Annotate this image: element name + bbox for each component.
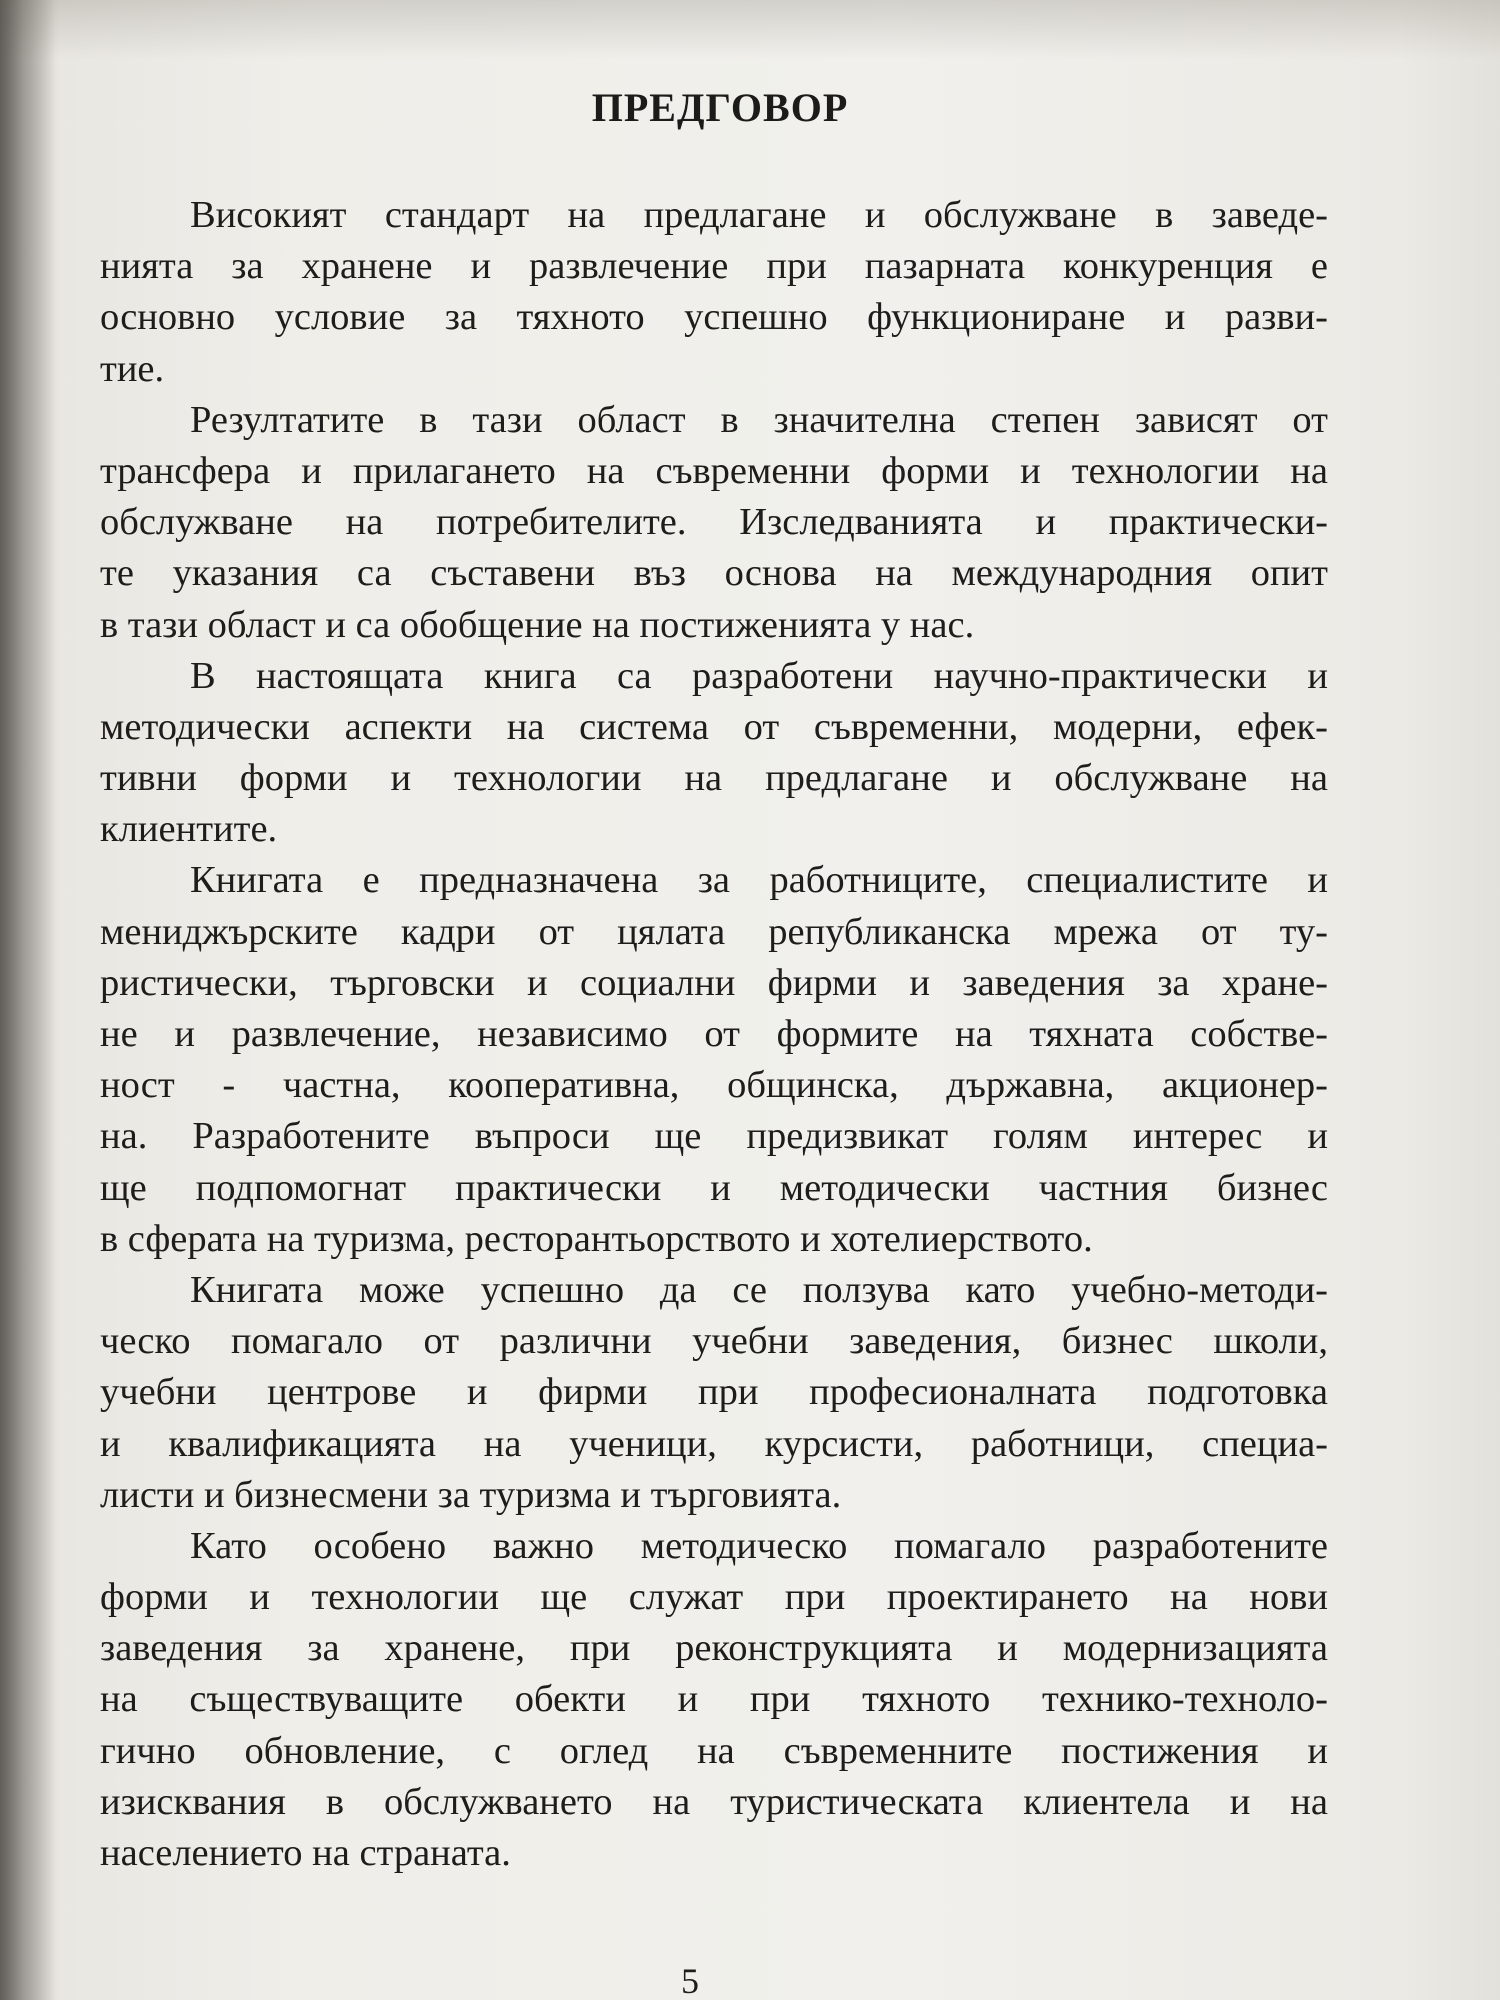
text-line: и квалификацията на ученици, курсисти, работници, специа- <box>100 1422 1328 1465</box>
text-line: изисквания в обслужването на туристическата клиентела и на <box>100 1780 1328 1823</box>
text-line: основно условие за тяхното успешно функциониране и разви- <box>100 296 1328 339</box>
text-line: не и развлечение, независимо от формите на тяхната собстве- <box>100 1013 1328 1055</box>
text-line: ристически, търговски и социални фирми и заведения за хране- <box>100 961 1328 1004</box>
text-line: ческо помагало от различни учебни заведения, бизнес школи, <box>100 1320 1328 1363</box>
paragraph <box>100 190 1328 395</box>
text-line: тивни форми и технологии на предлагане и обслужване на <box>100 757 1328 800</box>
text-line: клиентите. <box>100 808 278 851</box>
text-line: тие. <box>100 347 165 390</box>
text-line: Високият стандарт на предлагане и обслужване в заведе- <box>190 194 1328 236</box>
text-line: учебни центрове и фирми при професионалната подготовка <box>100 1371 1328 1414</box>
text-line: методически аспекти на система от съвременни, модерни, ефек- <box>100 705 1328 748</box>
page-binding-shadow <box>0 0 55 2000</box>
paragraph <box>100 1265 1328 1521</box>
page-title: ПРЕДГОВОР <box>591 85 849 130</box>
paragraph <box>100 855 1328 1265</box>
text-line: в тази област и са обобщение на постиженията у нас. <box>100 603 975 646</box>
page-body <box>100 190 1328 1879</box>
text-line: нията за хранене и развлечение при пазарната конкуренция е <box>100 245 1328 288</box>
text-line: населението на страната. <box>100 1832 511 1874</box>
text-line: Книгата може успешно да се ползува като учебно-методи- <box>190 1268 1328 1311</box>
text-line: ще подпомогнат практически и методически частния бизнес <box>100 1166 1328 1209</box>
page-top-shadow <box>0 0 1500 60</box>
text-line: трансфера и прилагането на съвременни форми и технологии на <box>100 449 1328 492</box>
text-line: Книгата е предназначена за работниците, специалистите и <box>190 859 1328 902</box>
page-number: 5 <box>681 1961 699 2000</box>
text-line: листи и бизнесмени за туризма и търговията. <box>100 1473 842 1516</box>
text-line: В настоящата книга са разработени научно-практически и <box>190 654 1328 697</box>
paragraph <box>100 395 1328 651</box>
paragraph <box>100 1521 1328 1879</box>
text-line: ност - частна, кооперативна, общинска, държавна, акционер- <box>100 1064 1328 1107</box>
text-line: на. Разработените въпроси ще предизвикат голям интерес и <box>100 1115 1328 1158</box>
text-line: Резултатите в тази област в значителна степен зависят от <box>190 398 1328 441</box>
text-line: заведения за хранене, при реконструкцията и модернизацията <box>100 1627 1328 1670</box>
text-line: мениджърските кадри от цялата републиканска мрежа от ту- <box>100 910 1328 953</box>
text-line: на съществуващите обекти и при тяхното технико-техноло- <box>100 1678 1328 1721</box>
text-line: гично обновление, с оглед на съвременните постижения и <box>100 1729 1328 1772</box>
text-line: обслужване на потребителите. Изследванията и практически- <box>100 501 1328 544</box>
text-line: те указания са съставени въз основа на международния опит <box>100 552 1328 595</box>
text-line: в сферата на туризма, ресторантьорството и хотелиерството. <box>100 1217 1093 1260</box>
paragraph <box>100 651 1328 856</box>
text-line: форми и технологии ще служат при проектирането на нови <box>100 1576 1328 1619</box>
text-line: Като особено важно методическо помагало разработените <box>190 1524 1328 1567</box>
